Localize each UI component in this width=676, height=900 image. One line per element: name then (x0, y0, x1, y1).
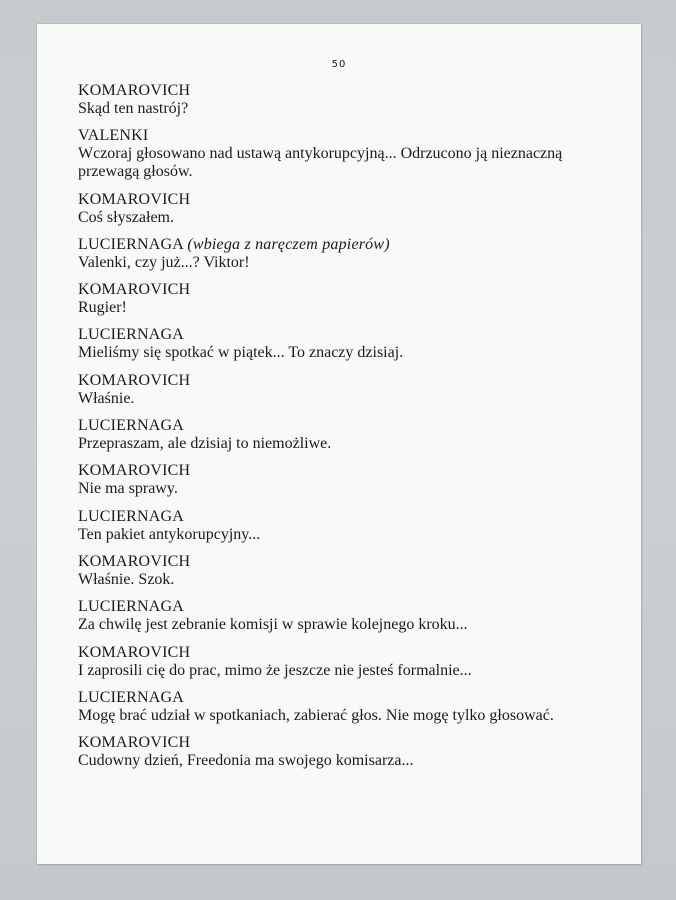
dialogue-block (78, 689, 623, 725)
speaker-name: KOMAROVICH (78, 734, 191, 752)
dialogue-block (78, 644, 623, 680)
dialogue-block (78, 462, 623, 498)
speaker-name: KOMAROVICH (78, 643, 191, 661)
dialogue-line: Mogę brać udział w spotkaniach, zabierać głos. Nie mogę tylko głosować. (78, 706, 554, 724)
dialogue-block (78, 372, 623, 408)
dialogue-line: Za chwilę jest zebranie komisji w sprawie kolejnego kroku... (78, 616, 468, 634)
dialogue-line: Właśnie. Szok. (78, 570, 175, 588)
dialogue-block (78, 417, 623, 453)
dialogue-block (78, 82, 623, 118)
speaker-name: VALENKI (78, 127, 149, 145)
dialogue-block (78, 281, 623, 317)
stage-direction: (wbiega z naręczem papierów) (187, 235, 390, 253)
dialogue-line: I zaprosili cię do prac, mimo że jeszcze nie jesteś formalnie... (78, 661, 472, 679)
dialogue-block (78, 553, 623, 589)
dialogue-line: Wczoraj głosowano nad ustawą antykorupcyjną... Odrzucono ją nieznaczną przewagą głosów. (78, 145, 563, 181)
speaker-name: LUCIERNAGA (78, 598, 184, 616)
dialogue-line: Właśnie. (78, 389, 135, 407)
dialogue-block (78, 326, 623, 362)
speaker-name: LUCIERNAGA (wbiega z naręczem papierów) (78, 235, 390, 253)
speaker-name: KOMAROVICH (78, 552, 191, 570)
dialogue-line: Skąd ten nastrój? (78, 100, 189, 117)
speaker-name: KOMAROVICH (78, 82, 191, 99)
dialogue-block (78, 734, 623, 770)
speaker-name: LUCIERNAGA (78, 688, 184, 706)
dialogue-line: Rugier! (78, 299, 127, 317)
dialogue-list (78, 82, 623, 779)
dialogue-line: Przepraszam, ale dzisiaj to niemożliwe. (78, 435, 332, 453)
dialogue-line: Nie ma sprawy. (78, 480, 178, 498)
dialogue-line: Mieliśmy się spotkać w piątek... To znaczy dzisiaj. (78, 344, 404, 362)
speaker-name: KOMAROVICH (78, 462, 191, 480)
speaker-name: KOMAROVICH (78, 190, 191, 208)
speaker-name: LUCIERNAGA (78, 417, 184, 435)
dialogue-block (78, 191, 623, 227)
dialogue-block (78, 598, 623, 634)
speaker-name: KOMAROVICH (78, 371, 191, 389)
dialogue-line: Cudowny dzień, Freedonia ma swojego komisarza... (78, 752, 414, 770)
dialogue-line: Coś słyszałem. (78, 208, 174, 226)
speaker-name: KOMAROVICH (78, 281, 191, 299)
dialogue-block (78, 127, 623, 181)
speaker-name: LUCIERNAGA (78, 507, 184, 525)
page-number: 50 (331, 59, 347, 70)
dialogue-block (78, 236, 623, 272)
script-page (37, 24, 641, 864)
dialogue-line: Valenki, czy już...? Viktor! (78, 253, 250, 271)
dialogue-block (78, 508, 623, 544)
dialogue-line: Ten pakiet antykorupcyjny... (78, 525, 261, 543)
speaker-name: LUCIERNAGA (78, 326, 184, 344)
